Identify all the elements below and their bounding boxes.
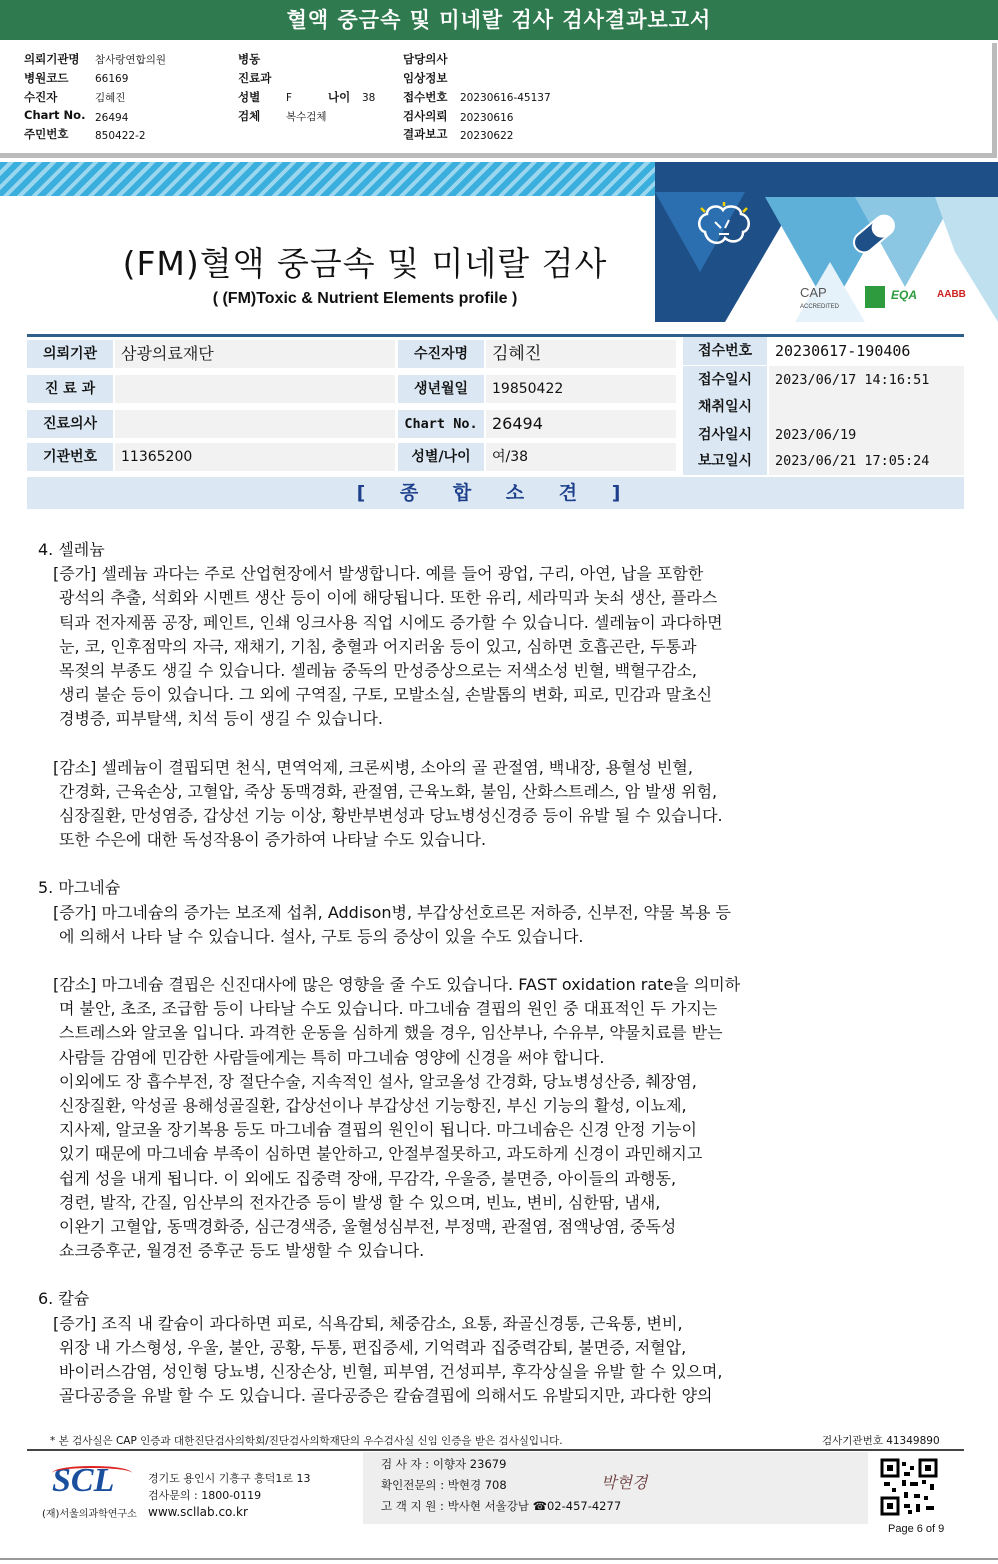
dept-value [115,375,395,403]
text-line: 심장질환, 만성염증, 갑상선 기능 이상, 황반부변성과 당뇨병성신경증 등이 유발 될 수 있습니다. [59,806,723,826]
chart-value: 26494 [95,112,129,124]
text-line: 경병증, 피부탈색, 치석 등이 생길 수 있습니다. [59,709,383,729]
cap-logo-text: CAP [800,285,827,300]
hospital-value: 참사랑연합의원 [95,54,167,66]
code-value: 11365200 [115,443,395,471]
capsule-icon [847,210,901,262]
organization-name: (재)서울의과학연구소 [42,1509,137,1520]
chart-label: Chart No. [398,410,484,438]
page-title: (FM)혈액 중금속 및 미네랄 검사 [122,244,608,283]
text-line: [감소] 마그네슘 결핍은 신진대사에 많은 영향을 줄 수도 있습니다. FAST oxidation rate을 의미하 [53,975,741,995]
website-link[interactable]: www.scllab.co.kr [148,1505,248,1519]
request-date-label: 검사의뢰 [403,109,448,123]
phone: 검사문의 : 1800-0119 [148,1489,262,1502]
doctor-value [115,410,395,438]
scl-logo: SCL [52,1462,115,1499]
cap-logo [800,285,839,311]
text-line: 또한 수은에 대한 독성작용이 증가하여 나타날 수도 있습니다. [59,830,487,850]
request-info-block [0,43,997,158]
report-date-label: 보고일시 [683,447,767,475]
text-line: 광석의 추출, 석회와 시멘트 생산 등이 이에 해당됩니다. 또한 유리, 세라믹과 놋쇠 생산, 플라스 [59,588,718,608]
text-line: [증가] 조직 내 칼슘이 과다하면 피로, 식욕감퇴, 체중감소, 요통, 좌골신경통, 근육통, 변비, [53,1313,683,1333]
code-label: 병원코드 [24,71,69,85]
text-line: [감소] 셀레늄이 결핍되면 천식, 면역억제, 크론씨병, 소아의 골 관절염, 백내장, 용혈성 빈혈, [53,757,693,777]
sex-value: F [286,92,293,104]
text-line: 위장 내 가스형성, 우울, 불안, 공황, 두통, 편집증세, 기억력과 집중력감퇴, 불면증, 저혈압, [59,1337,687,1357]
text-line: 틱과 전자제품 공장, 페인트, 인쇄 잉크사용 직업 시에도 증가할 수 있습니다. 셀레늄이 과다하면 [59,612,723,632]
id-value: 850422-2 [95,130,146,142]
selenium-decrease-text [53,756,938,853]
sexage-label: 성별/나이 [398,443,484,471]
text-line: 생리 불순 등이 있습니다. 그 외에 구역질, 구토, 모발소실, 손발톱의 변화, 피로, 민감과 말초신 [59,685,713,705]
code-value: 66169 [95,73,129,85]
receipt-no-value: 20230617-190406 [769,337,964,365]
chart-value: 26494 [486,410,676,438]
chart-label: Chart No. [24,108,86,122]
receipt-no-label: 접수번호 [683,337,767,365]
text-line: 스트레스와 알코올 입니다. 과격한 운동을 심하게 했을 경우, 임산부나, 수유부, 약물치료를 받는 [59,1023,723,1043]
logo-swoosh [52,1466,132,1480]
report-date-label: 결과보고 [403,127,448,141]
test-date-label: 검사일시 [683,421,767,449]
receipt-date-label: 접수일시 [683,366,767,394]
receipt-value: 20230616-45137 [460,92,551,104]
opinion-content [38,538,938,1409]
request-date-value: 20230616 [460,112,514,124]
certification-note: * 본 검사실은 CAP 인증과 대한진단검사의학회/진단검사의학재단의 우수검사실 신임 인증을 받은 검사실입니다. [50,1435,563,1447]
text-line: 쉽게 성을 내게 됩니다. 이 외에도 집중력 장애, 무감각, 우울증, 불면증, 아이들의 과행동, [59,1168,677,1188]
aabb-logo: AABB [937,289,966,300]
text-line: 신장질환, 악성골 용해성골질환, 갑상선이나 부갑상선 기능항진, 부신 기능의 활성, 이뇨제, [59,1096,687,1116]
dept-label: 진 료 과 [27,375,113,403]
report-banner: 혈액 중금속 및 미네랄 검사 검사결과보고서 [0,0,998,40]
summary-heading: [ 종 합 소 견 ] [27,477,964,509]
collect-label: 채취일시 [683,393,767,421]
age-label: 나이 [328,90,351,104]
text-line: [증가] 마그네슘의 증가는 보조제 섭취, Addison병, 부갑상선호르몬 저하증, 신부전, 약물 복용 등 [53,902,731,922]
text-line: 눈, 코, 인후점막의 자극, 재채기, 기침, 충혈과 어지러움 등이 있고, 심하면 호흡곤란, 두통과 [59,636,697,656]
text-line: 이완기 고혈압, 동맥경화증, 심근경색증, 울혈성심부전, 부정맥, 관절염, 점액낭염, 중독성 [59,1217,677,1237]
qr-code [880,1458,938,1516]
text-line: 있기 때문에 마그네슘 부족이 심하면 불안하고, 안절부절못하고, 과도하게 신경이 과민해지고 [59,1144,703,1164]
text-line: 지사제, 알코올 장기복용 등도 마그네슘 결핍의 원인이 됩니다. 마그네슘은 신경 안정 기능이 [59,1120,697,1140]
report-date-value: 2023/06/21 17:05:24 [769,447,964,475]
dept-label: 진료과 [238,71,272,85]
text-line: 경련, 발작, 간질, 임산부의 전자간증 등이 발생 할 수 있으며, 빈뇨, 변비, 심한땀, 냄새, [59,1192,661,1212]
id-label: 주민번호 [24,127,69,141]
text-line: 간경화, 근육손상, 고혈압, 죽상 동맥경화, 관절염, 근육노화, 불임, 산화스트레스, 암 발생 위험, [59,781,718,801]
cap-logo-sub: ACCREDITED [800,304,840,310]
text-line: 이외에도 장 흡수부전, 장 절단수술, 지속적인 설사, 알코올성 간경화, 당뇨병성산증, 췌장염, [59,1071,697,1091]
text-line: 쇼크증후군, 월경전 증후군 등도 발생할 수 있습니다. [59,1241,425,1261]
birth-label: 생년월일 [398,375,484,403]
specimen-value: 복수검체 [286,111,327,123]
hospital-label: 의뢰기관명 [24,52,80,66]
footer-rule [27,1449,964,1451]
doctor-label: 담당의사 [403,52,448,66]
age-value: 38 [362,92,376,104]
tester-line: 검 사 자 : 이향자 23679 [381,1457,507,1471]
report-date-value: 20230622 [460,130,514,142]
receipt-date-value: 2023/06/17 14:16:51 [769,366,964,394]
section-title-selenium: 4. 셀레늄 [38,540,105,559]
sex-label: 성별 [238,90,261,104]
text-line: 에 의해서 나타 날 수 있습니다. 설사, 구토 등의 증상이 있을 수도 있습니다. [59,926,584,946]
confirm-line: 확인전문의 : 박현경 708 [381,1478,507,1492]
magnesium-decrease-text [53,973,938,1263]
calcium-increase-text [53,1312,938,1409]
signatory-block [363,1452,868,1524]
inst-value: 삼광의료재단 [115,340,395,368]
inst-label: 의뢰기관 [27,340,113,368]
section-title-calcium: 6. 칼슘 [38,1289,90,1309]
signature: 박현경 [601,1473,648,1492]
text-line: 며 불안, 초조, 조급함 등이 나타날 수도 있습니다. 마그네슘 결핍의 원인 중 대표적인 두 가지는 [59,999,718,1019]
lm-logo [865,286,885,308]
text-line: 사람들 감염에 민감한 사람들에게는 특히 마그네슘 영양에 신경을 써야 합니다. [59,1047,605,1067]
page-number: Page 6 of 9 [888,1523,945,1535]
patient-label: 수진자 [24,90,58,104]
bottom-rule [0,1558,998,1560]
selenium-increase-text [53,562,938,731]
text-line: 골다공증을 유발 할 수 도 있습니다. 골다공증은 칼슘결핍에 의해서도 유발되지만, 과다한 양의 [59,1386,713,1406]
receipt-label: 접수번호 [403,90,448,104]
eqa-logo: EQA [891,288,918,302]
text-line: 목젖의 부종도 생길 수 있습니다. 셀레늄 중독의 만성증상으로는 저색소성 빈혈, 백혈구감소, [59,661,697,681]
clinical-label: 임상정보 [403,71,448,85]
code-label: 기관번호 [27,443,113,471]
doctor-label: 진료의사 [27,410,113,438]
section-title-magnesium: 5. 마그네슘 [38,878,121,898]
support-line: 고 객 지 원 : 박사현 서울강남 ☎02-457-4277 [381,1499,622,1513]
collect-value [769,393,964,421]
name-value: 김혜진 [486,340,676,368]
specimen-label: 검체 [238,109,261,123]
magnesium-increase-text [53,901,938,949]
address: 경기도 용인시 기흥구 흥덕1로 13 [148,1472,311,1485]
test-date-value: 2023/06/19 [769,421,964,449]
ward-label: 병동 [238,52,261,66]
text-line: [증가] 셀레늄 과다는 주로 산업현장에서 발생합니다. 예를 들어 광업, 구리, 아연, 납을 포함한 [53,564,704,584]
name-label: 수진자명 [398,340,484,368]
sexage-value: 여/38 [486,443,676,471]
patient-value: 김혜진 [95,92,126,104]
birth-value: 19850422 [486,375,676,403]
text-line: 바이러스감염, 성인형 당뇨병, 신장손상, 빈혈, 피부염, 건성피부, 후각상실을 유발 할 수 있으며, [59,1362,723,1382]
lab-number: 검사기관번호 41349890 [822,1435,940,1447]
page-subtitle: ( (FM)Toxic & Nutrient Elements profile ) [212,290,518,307]
